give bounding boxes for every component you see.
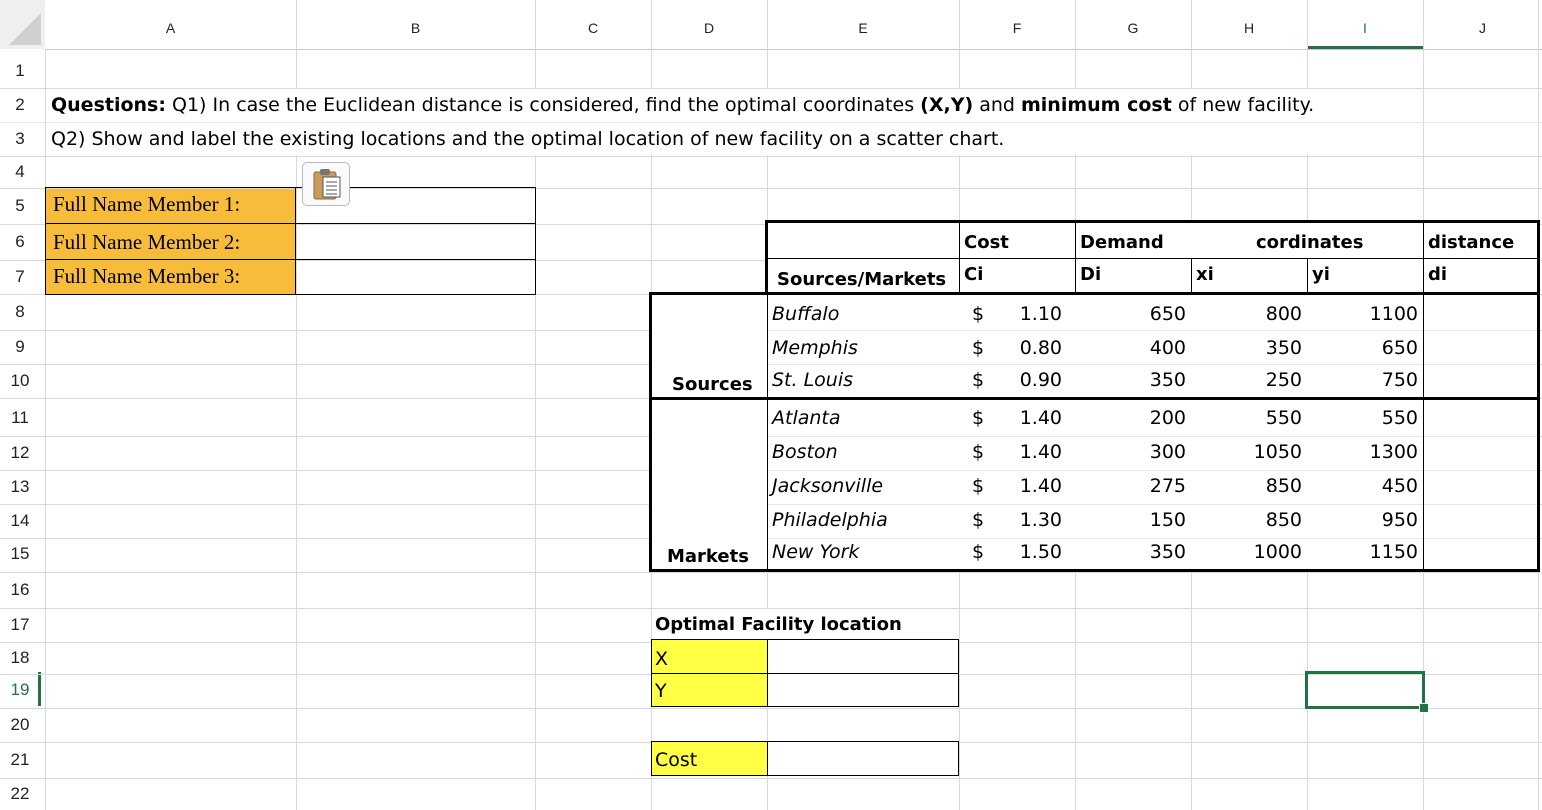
- cost-value[interactable]: 1.40: [1019, 441, 1062, 463]
- fill-handle[interactable]: [1419, 703, 1429, 713]
- question-label: Questions:: [51, 94, 166, 116]
- x-coordinate[interactable]: 550: [1265, 407, 1302, 429]
- demand-value[interactable]: 350: [1149, 541, 1186, 563]
- row-header-2[interactable]: 2: [15, 95, 25, 114]
- column-header-c[interactable]: C: [587, 20, 599, 36]
- row-header-18[interactable]: 18: [10, 648, 30, 667]
- distance-cell[interactable]: [1424, 503, 1537, 533]
- location-name[interactable]: St. Louis: [772, 369, 854, 391]
- header-demand[interactable]: Demand: [1080, 232, 1164, 253]
- x-coordinate[interactable]: 1000: [1253, 541, 1302, 563]
- y-coordinate[interactable]: 650: [1381, 337, 1418, 359]
- clipboard-paste-icon[interactable]: [302, 162, 350, 206]
- demand-value[interactable]: 200: [1149, 407, 1186, 429]
- distance-cell[interactable]: [1424, 297, 1537, 327]
- cost-value-cell[interactable]: [768, 742, 958, 775]
- x-coordinate[interactable]: 250: [1265, 369, 1302, 391]
- optimal-title[interactable]: Optimal Facility location: [655, 614, 902, 635]
- cost-label[interactable]: Cost: [655, 749, 698, 771]
- row-header-22[interactable]: 22: [10, 784, 30, 803]
- row-header-8[interactable]: 8: [15, 302, 25, 321]
- demand-value[interactable]: 650: [1149, 303, 1186, 325]
- header-distance[interactable]: distance: [1428, 232, 1515, 253]
- cost-value[interactable]: 1.10: [1019, 303, 1062, 325]
- column-header-b[interactable]: B: [410, 20, 421, 36]
- cost-currency[interactable]: $: [972, 475, 985, 497]
- row-header-13[interactable]: 13: [10, 477, 30, 496]
- distance-cell[interactable]: [1424, 363, 1537, 393]
- cost-currency[interactable]: $: [972, 369, 985, 391]
- demand-value[interactable]: 275: [1149, 475, 1186, 497]
- row-header-21[interactable]: 21: [10, 750, 30, 769]
- row-header-15[interactable]: 15: [10, 544, 30, 563]
- row-header-7[interactable]: 7: [15, 267, 25, 286]
- question-bold-mincost: minimum cost: [1021, 94, 1172, 116]
- demand-value[interactable]: 150: [1149, 509, 1186, 531]
- row-header-11[interactable]: 11: [11, 408, 29, 427]
- location-name[interactable]: Buffalo: [772, 303, 840, 325]
- header-xi[interactable]: xi: [1196, 264, 1214, 285]
- y-coordinate[interactable]: 1100: [1369, 303, 1418, 325]
- header-di[interactable]: Di: [1080, 264, 1102, 285]
- column-header-a[interactable]: A: [165, 20, 176, 36]
- question-line-2[interactable]: Q2) Show and label the existing locations and the optimal location of new facility on a scatter chart.: [51, 128, 1005, 150]
- question-text-post: of new facility.: [1171, 94, 1315, 116]
- column-header-j[interactable]: J: [1479, 20, 1486, 36]
- x-coordinate[interactable]: 350: [1265, 337, 1302, 359]
- question-bold-xy: (X,Y): [920, 94, 974, 116]
- row-header-20[interactable]: 20: [10, 715, 30, 734]
- row-header-6[interactable]: 6: [15, 232, 25, 251]
- distance-cell[interactable]: [1424, 401, 1537, 431]
- column-header-i[interactable]: I: [1363, 20, 1367, 36]
- member-2-label[interactable]: Full Name Member 2:: [53, 230, 241, 254]
- header-yi[interactable]: yi: [1312, 264, 1330, 285]
- group-label-markets[interactable]: Markets: [667, 546, 749, 567]
- distance-cell[interactable]: [1424, 331, 1537, 361]
- x-label[interactable]: X: [655, 648, 669, 670]
- cost-currency[interactable]: $: [972, 509, 985, 531]
- cost-currency[interactable]: $: [972, 407, 985, 429]
- header-ci[interactable]: Ci: [964, 264, 984, 285]
- row-header-16[interactable]: 16: [10, 580, 30, 599]
- column-header-e[interactable]: E: [858, 20, 868, 36]
- column-header-d[interactable]: D: [703, 20, 715, 36]
- distance-cell[interactable]: [1424, 535, 1537, 565]
- y-coordinate[interactable]: 950: [1381, 509, 1418, 531]
- active-column-underline: [1307, 46, 1423, 49]
- row-header-19[interactable]: 19: [10, 680, 30, 699]
- demand-value[interactable]: 300: [1149, 441, 1186, 463]
- y-label[interactable]: Y: [655, 680, 667, 702]
- select-all-corner[interactable]: [0, 0, 45, 49]
- cost-currency[interactable]: $: [972, 441, 985, 463]
- y-coordinate[interactable]: 1150: [1369, 541, 1418, 563]
- row-header-1[interactable]: 1: [15, 61, 25, 80]
- location-name[interactable]: Boston: [772, 441, 838, 463]
- cost-value[interactable]: 0.90: [1019, 369, 1062, 391]
- question-text-mid: and: [973, 94, 1021, 116]
- column-header-g[interactable]: G: [1127, 20, 1139, 36]
- y-coordinate[interactable]: 550: [1381, 407, 1418, 429]
- y-value-cell[interactable]: [768, 674, 958, 706]
- x-coordinate[interactable]: 850: [1265, 475, 1302, 497]
- cost-currency[interactable]: $: [972, 541, 985, 563]
- demand-value[interactable]: 350: [1149, 369, 1186, 391]
- header-cordinates[interactable]: cordinates: [1256, 232, 1364, 253]
- demand-value[interactable]: 400: [1149, 337, 1186, 359]
- member-3-value[interactable]: [296, 260, 535, 294]
- location-name[interactable]: New York: [772, 541, 860, 563]
- location-name[interactable]: Jacksonville: [772, 475, 884, 497]
- member-1-label[interactable]: Full Name Member 1:: [53, 192, 241, 216]
- member-2-value[interactable]: [296, 224, 535, 259]
- location-name[interactable]: Philadelphia: [772, 509, 888, 531]
- row-header-3[interactable]: 3: [15, 129, 25, 148]
- header-sources-markets[interactable]: Sources/Markets: [777, 269, 947, 290]
- row-header-9[interactable]: 9: [15, 337, 25, 356]
- row-header-5[interactable]: 5: [15, 196, 25, 215]
- row-header-17[interactable]: 17: [10, 615, 30, 634]
- location-name[interactable]: Memphis: [772, 337, 858, 359]
- x-coordinate[interactable]: 1050: [1253, 441, 1302, 463]
- x-coordinate[interactable]: 800: [1265, 303, 1302, 325]
- distance-cell[interactable]: [1424, 469, 1537, 499]
- cost-value[interactable]: 1.30: [1019, 509, 1062, 531]
- column-header-h[interactable]: H: [1243, 20, 1255, 36]
- group-label-sources[interactable]: Sources: [672, 374, 753, 395]
- question-text-pre: Q1) In case the Euclidean distance is considered, find the optimal coordinates: [165, 94, 921, 116]
- y-coordinate[interactable]: 750: [1381, 369, 1418, 391]
- y-coordinate[interactable]: 1300: [1369, 441, 1418, 463]
- cost-value[interactable]: 1.40: [1019, 475, 1062, 497]
- column-header-f[interactable]: F: [1012, 20, 1022, 36]
- x-coordinate[interactable]: 850: [1265, 509, 1302, 531]
- row-header-4[interactable]: 4: [15, 162, 25, 181]
- header-cost[interactable]: Cost: [964, 232, 1009, 253]
- member-3-label[interactable]: Full Name Member 3:: [53, 264, 241, 288]
- cost-value[interactable]: 0.80: [1019, 337, 1062, 359]
- cost-currency[interactable]: $: [972, 303, 985, 325]
- distance-cell[interactable]: [1424, 435, 1537, 465]
- location-name[interactable]: Atlanta: [772, 407, 841, 429]
- row-header-10[interactable]: 10: [10, 371, 30, 390]
- header-distance-di[interactable]: di: [1428, 264, 1448, 285]
- cost-value[interactable]: 1.40: [1019, 407, 1062, 429]
- active-cell-selection[interactable]: [1305, 671, 1425, 709]
- cost-currency[interactable]: $: [972, 337, 985, 359]
- y-coordinate[interactable]: 450: [1381, 475, 1418, 497]
- row-header-14[interactable]: 14: [10, 511, 30, 530]
- row-header-12[interactable]: 12: [10, 443, 30, 462]
- x-value-cell[interactable]: [768, 640, 958, 673]
- cost-value[interactable]: 1.50: [1019, 541, 1062, 563]
- question-line-1[interactable]: [51, 94, 1314, 116]
